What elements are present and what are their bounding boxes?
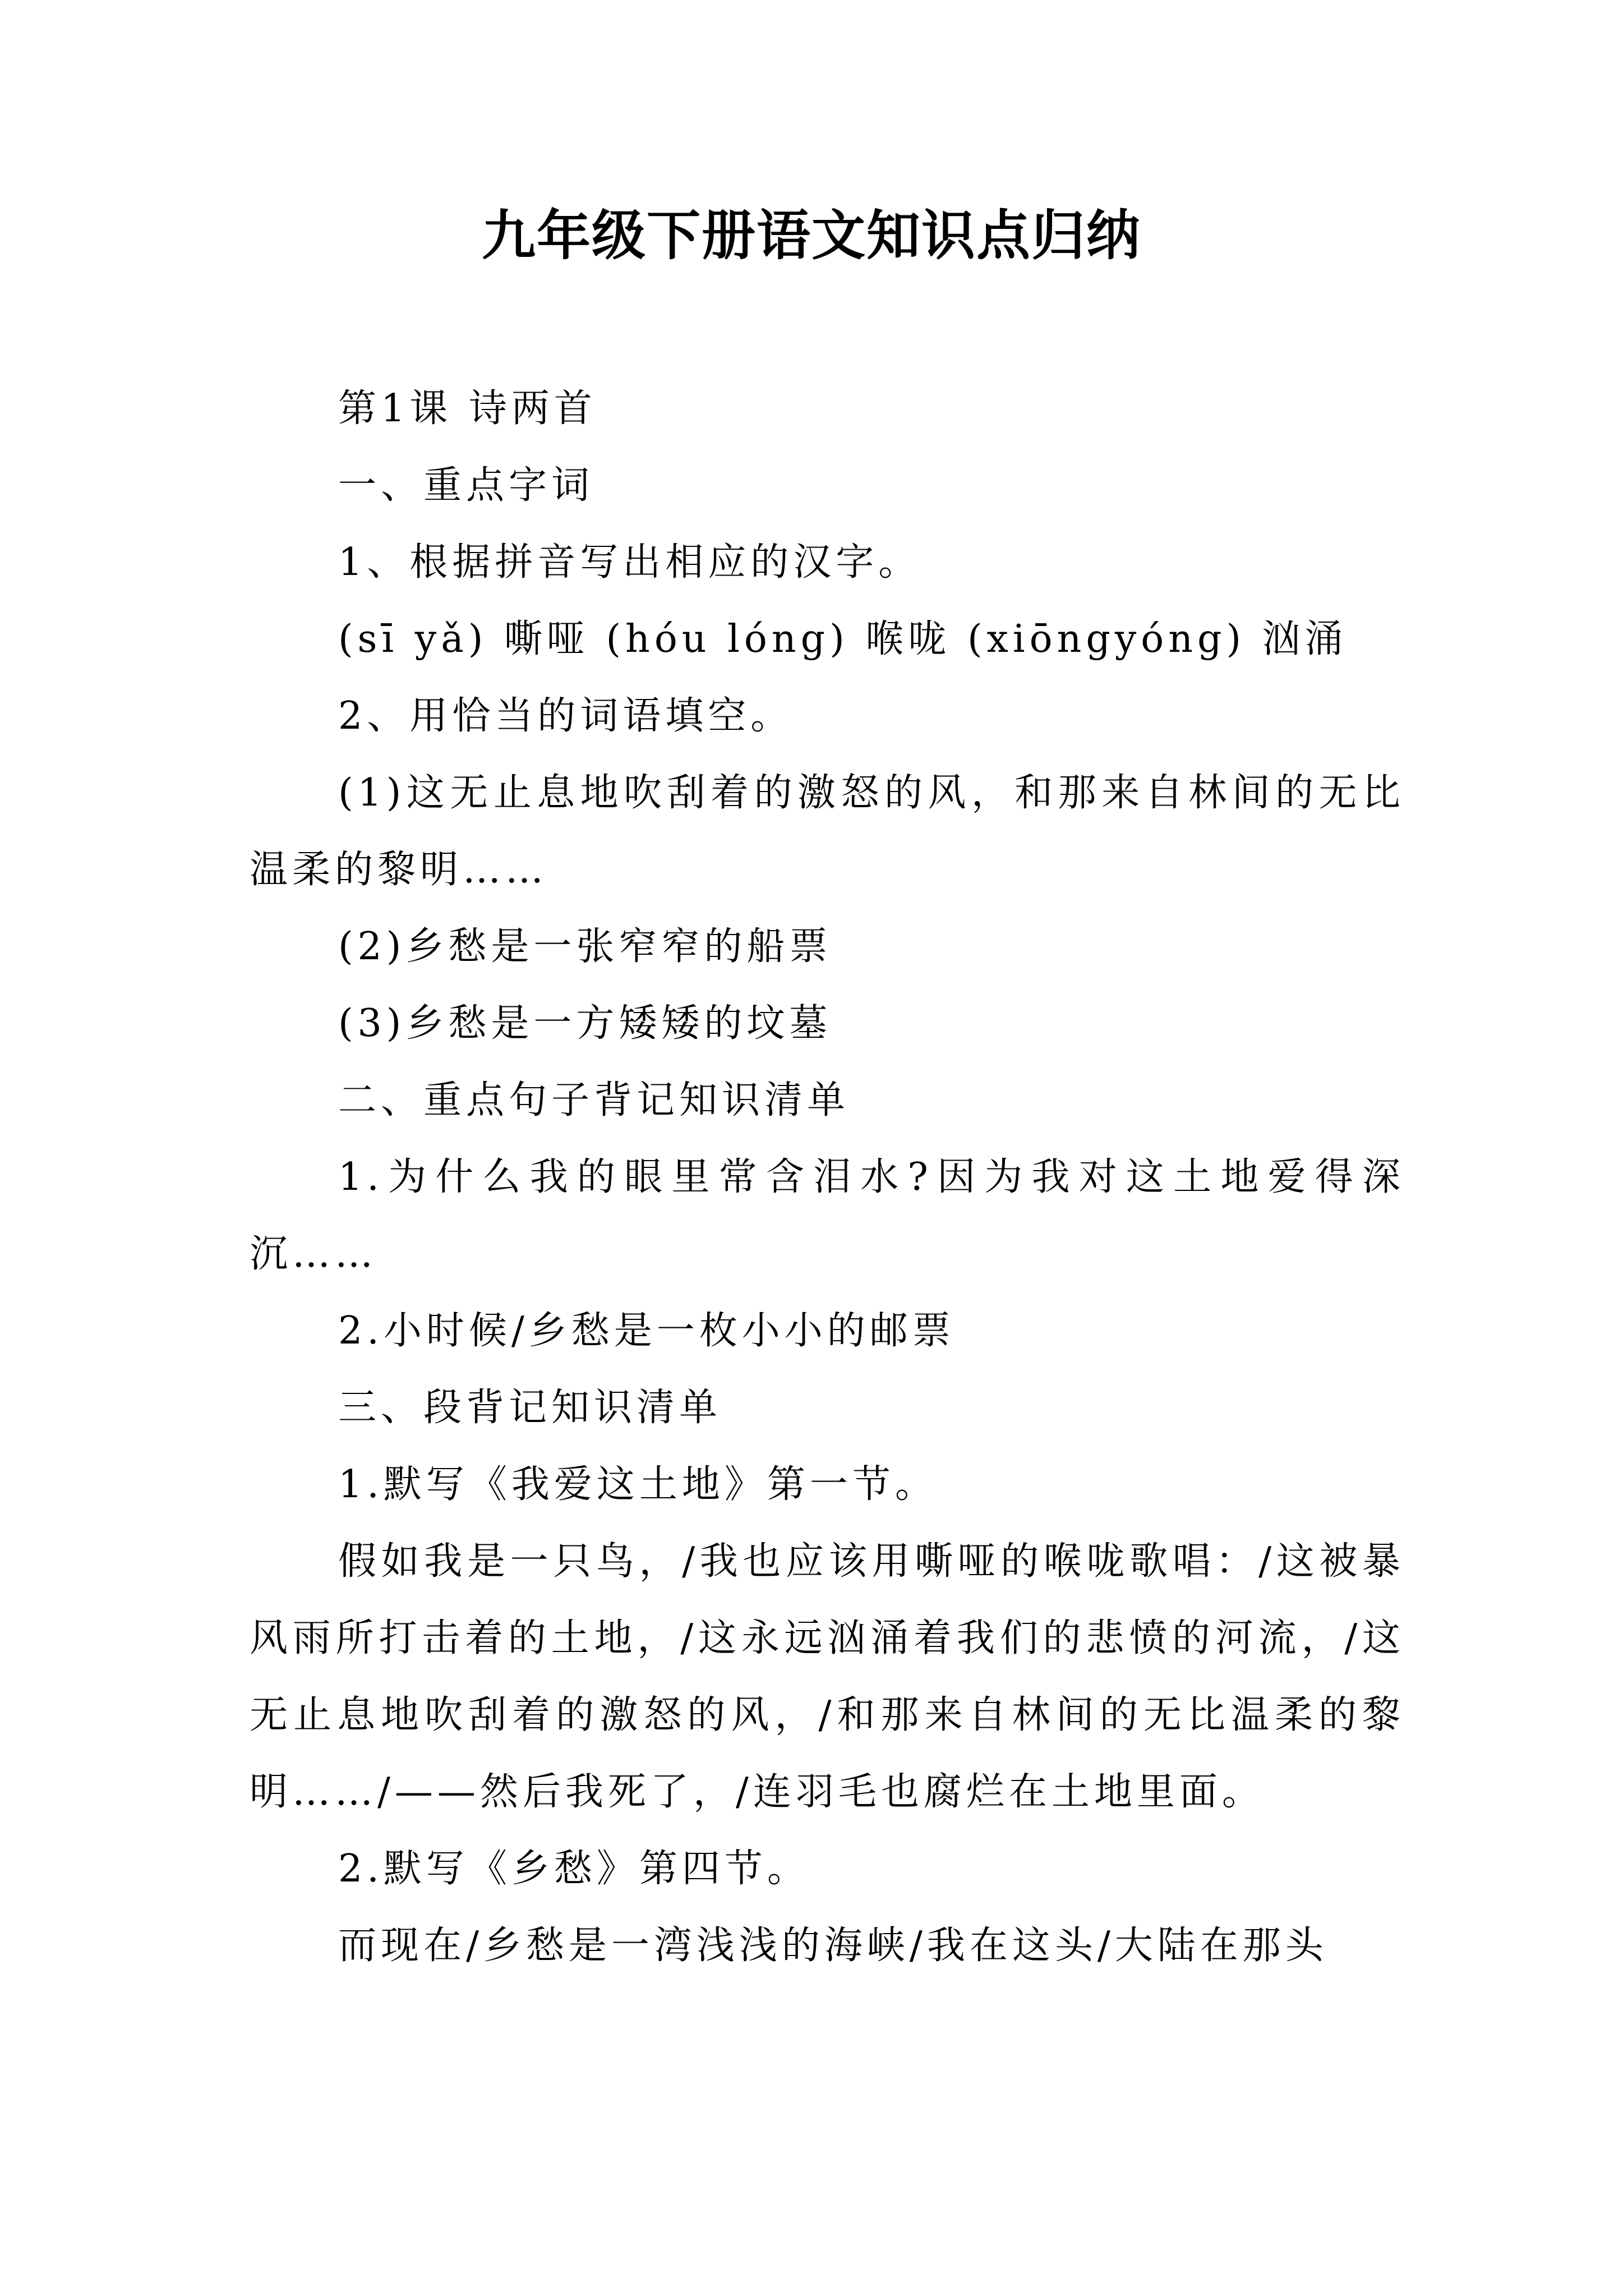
passage-text-1: 假如我是一只鸟，/我也应该用嘶哑的喉咙歌唱：/这被暴风雨所打击着的土地，/这永远汹涌着我们的悲愤的河流，/这无止息地吹刮着的激怒的风，/和那来自林间的无比温柔的黎明……/——然后我死了，/连羽毛也腐烂在土地里面。 (250, 1539, 1405, 1814)
key-sentence-1: 1.为什么我的眼里常含泪水?因为我对这土地爱得深沉…… (250, 1155, 1405, 1276)
fill-answer-3: (3)乡愁是一方矮矮的坟墓 (338, 1001, 832, 1046)
fill-answer-2: (2)乡愁是一张窄窄的船票 (338, 924, 832, 969)
question-fill-instruction: 2、用恰当的词语填空。 (338, 694, 794, 738)
section-heading-key-sentences: 二、重点句子背记知识清单 (338, 1078, 850, 1122)
fill-answer-1: (1)这无止息地吹刮着的激怒的风，和那来自林间的无比温柔的黎明…… (250, 771, 1405, 892)
section-heading-passages: 三、段背记知识清单 (338, 1386, 722, 1430)
passage-task-1: 1.默写《我爱这土地》第一节。 (338, 1462, 938, 1507)
question-pinyin-instruction: 1、根据拼音写出相应的汉字。 (338, 540, 921, 585)
key-sentence-2: 2.小时候/乡愁是一枚小小的邮票 (338, 1309, 955, 1353)
pinyin-answers: (sī yǎ) 嘶哑 (hóu lóng) 喉咙 (xiōngyóng) 汹涌 (338, 617, 1348, 661)
passage-task-2: 2.默写《乡愁》第四节。 (338, 1847, 810, 1891)
lesson-heading: 第1课 诗两首 (338, 386, 597, 431)
document-title: 九年级下册语文知识点归纳 (482, 204, 1141, 267)
document-body (250, 370, 1405, 1984)
passage-text-2: 而现在/乡愁是一湾浅浅的海峡/我在这头/大陆在那头 (338, 1924, 1328, 1968)
section-heading-key-words: 一、重点字词 (338, 463, 594, 508)
